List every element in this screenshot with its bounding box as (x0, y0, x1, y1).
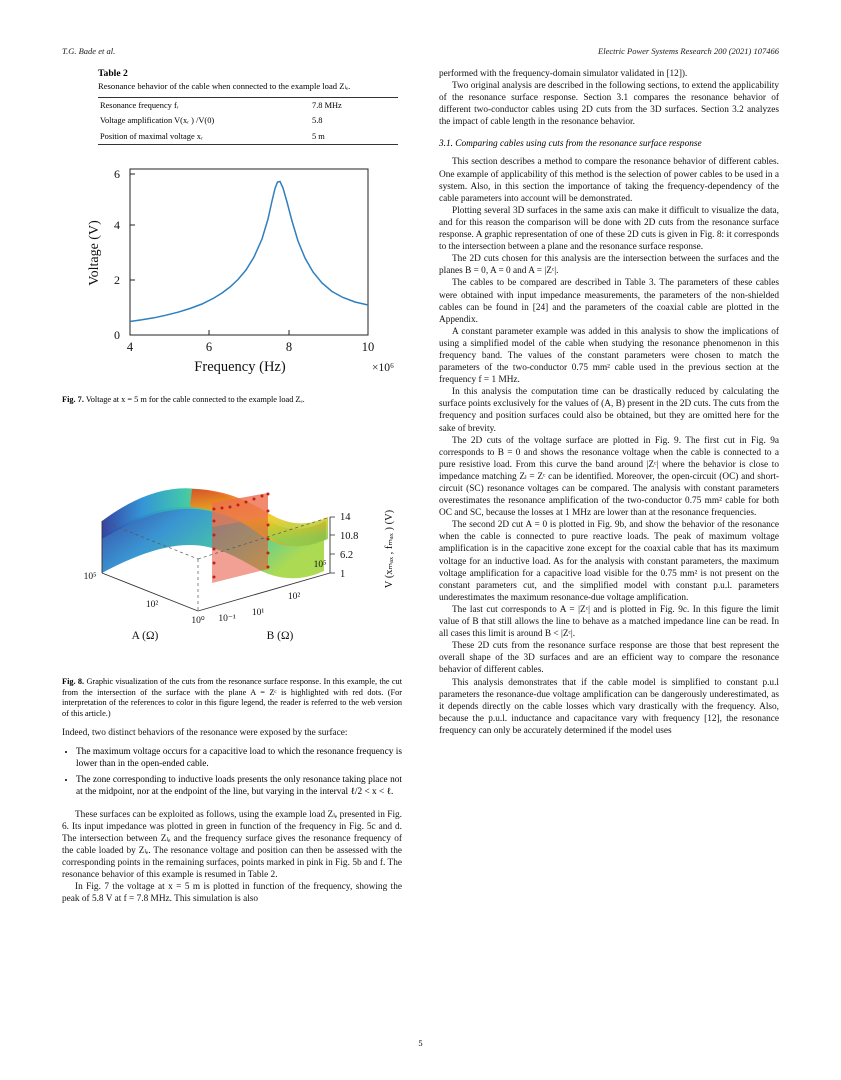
z-axis-label: V (xₘₐₓ , fₘₐₓ ) (V) (384, 510, 395, 589)
x-tick-4: 4 (126, 339, 134, 354)
right-paragraph-5: The 2D cuts chosen for this analysis are the intersection between the surfaces and the planes B = 0, A = 0 and A = |Zᶜ|. (439, 254, 779, 277)
left-paragraph-1: Indeed, two distinct behaviors of the resonance were exposed by the surface: (62, 728, 348, 739)
b-tick-1e2: 10² (287, 592, 301, 603)
table2-row1-value: 5.8 (312, 116, 323, 126)
two-column-body (62, 68, 779, 1028)
running-head-right: Electric Power Systems Research 200 (2021) 107466 (598, 46, 779, 56)
right-paragraph-6: The cables to be compared are described in Table 3. The parameters of these cables were obtained with input impedance measurements, the parameters of the non-shielded cables can be found in [24] and the parameters of the coaxial cable are plotted in the Appendix. (439, 278, 779, 325)
list-item: • The zone corresponding to inductive loads presents the only resonance taking place not at the midpoint, nor at the endpoint of the line, but varying in the interval ℓ/2 < x < ℓ. (76, 774, 402, 798)
table2-caption: Resonance behavior of the cable when connected to the example load Zₗₑ. (98, 81, 351, 91)
y-tick-2: 2 (114, 272, 120, 287)
figure-8-caption (62, 677, 402, 719)
a-axis-label: A (Ω) (131, 630, 159, 643)
right-paragraph-1: performed with the frequency-domain simulator validated in [12]). (439, 69, 688, 79)
figure-8-surface (62, 421, 402, 671)
table2 (98, 97, 398, 145)
right-paragraph-9: The 2D cuts of the voltage surface are plotted in Fig. 9. The first cut in Fig. 9a corresponds to B = 0 and shows the resonance voltage when the cable is connected to a pure resistive load. From this curve the band around |Zᶜ| where the behavior is close to impedance matching Zₗ = Zᶜ can be identified. Moreover, the open-circuit (OC) and short-circuit (SC) resonance voltages can be compared. The analysis with constant parameters overestimates the resonance amplification of the two-conductor 0.75 mm² cable for both OC and SC, because the losses at 1 MHz are lower than at the resonance frequencies. (439, 435, 779, 519)
running-head-left: T.G. Bade et al. (62, 46, 116, 56)
figure-7-caption (62, 395, 402, 406)
b-tick-1e5: 10⁵ (313, 560, 327, 571)
section-heading-3-1: 3.1. Comparing cables using cuts from the resonance surface response (439, 139, 702, 150)
figure-8-caption-text: Graphic visualization of the cuts from the resonance surface response. In this example, the cut from the intersection of the surface with the plane A = Zᶜ is highlighted with red dots. (For interpretation of the references to color in this figure legend, the reader is referred to the web version of this article.) (62, 677, 403, 718)
list-item: • The maximum voltage occurs for a capacitive load to which the resonance frequency is lower than in the open-ended cable. (76, 746, 402, 770)
figure-7-caption-text: Voltage at x = 5 m for the cable connected to the example load Zₑ. (85, 394, 305, 404)
a-tick-1e5: 10⁵ (83, 572, 97, 583)
a-tick-1e0: 10⁰ (191, 616, 205, 627)
left-paragraph-3: In Fig. 7 the voltage at x = 5 m is plotted in function of the frequency, showing the peak of 5.8 V at f = 7.8 MHz. This simulation is also (62, 882, 402, 905)
right-paragraph-13: This analysis demonstrates that if the cable model is simplified to constant p.u.l parameters the resonance-due voltage amplification can be dangerously underestimated, as it depends directly on the cable losses which vary drastically with the frequency. Also, because the p.u.l. inductance and capacitance vary with frequency [12], the resonance frequency can only be accurately determined if the model uses (439, 677, 779, 736)
a-tick-1e2: 10² (145, 600, 159, 611)
table2-row0-name: Resonance frequency fᵣ (98, 97, 310, 113)
y-axis-label: Voltage (V) (87, 219, 102, 286)
figure-8 (62, 421, 402, 671)
left-bullet-list (62, 746, 402, 797)
table2-row1-name: Voltage amplification V(xᵣ ) /V(0) (100, 116, 215, 126)
z-tick-14: 14 (340, 512, 351, 524)
table2-row0-value: 7.8 MHz (310, 97, 398, 113)
table-row (98, 113, 398, 128)
left-column (62, 68, 402, 905)
b-tick-1e1: 10¹ (251, 608, 265, 619)
figure-7-caption-label: Fig. 7. (62, 394, 84, 404)
x-axis-label: Frequency (Hz) (194, 358, 286, 375)
x-axis-exponent: ×10⁶ (372, 361, 394, 374)
figure-8-caption-label: Fig. 8. (62, 677, 85, 687)
y-tick-4: 4 (114, 217, 120, 232)
right-paragraph-10: The second 2D cut A = 0 is plotted in Fig. 9b, and show the behavior of the resonance when the cable is connected to pure reactive loads. The peak of maximum voltage amplification is in the capacitive zone except for the coaxial cable that has its maximum voltage for an inductive load. As for the analysis with constant parameters, the maximum voltage amplification for a capacitive load visible for the 0.75 mm² is not present on the constant parameters cut, and the simplified model with constant p.u.l. parameters underestimates the maximum resonance-due voltage amplification. (439, 520, 779, 603)
table2-label: Table 2 (98, 68, 128, 79)
right-paragraph-12: These 2D cuts from the resonance surface response are those that best represent the overall shape of the 3D surfaces and are an efficient way to compare the resonance behavior of different cables. (439, 641, 779, 676)
y-tick-6: 6 (114, 166, 120, 181)
b-axis-label: B (Ω) (266, 630, 294, 643)
b-tick-1e-1: 10⁻¹ (218, 614, 236, 625)
x-tick-6: 6 (205, 339, 213, 354)
table2-row2-name: Position of maximal voltage xᵣ (98, 128, 310, 144)
table-row (98, 128, 398, 144)
right-paragraph-11: The last cut corresponds to A = |Zᶜ| and is plotted in Fig. 9c. In this figure the limit value of B that still allows the line to behave as a matched impedance line can be read. In all cases this limit is around B < |Zᶜ|. (439, 604, 779, 640)
right-paragraph-3: This section describes a method to compare the resonance behavior of different cables. One example of applicability of this method is the selection of power cables to be used in a system. Also, in this section the importance of taking the frequency-dependency of the cable parameters into account will be demonstrated. (439, 157, 779, 204)
right-column (439, 68, 779, 737)
table-row (98, 97, 398, 113)
right-paragraph-7: A constant parameter example was added in this analysis to show the implications of using a simplified model of the cable when studying the resonance phenomenon in this frequency band. The values of the constant parameters were chosen to match the parameters of the two-conductor 0.75 mm² cable used in the previous section at the frequency f = 1 MHz. (439, 326, 779, 386)
left-paragraph-2: These surfaces can be exploited as follows, using the example load Zₗₑ presented in Fig. 6. Its input impedance was plotted in green in function of the frequency in Fig. 5c and d. The intersection between Zₗₑ and the frequency surface gives the resonance frequency of the cable loaded by Zₗₑ. The resonance voltage and position can then be assessed with the corresponding points in the remaining surfaces, points marked in pink in Fig. 5b and f. The resonance behavior of this example is resumed in Table 2. (62, 809, 402, 881)
figure-7-chart (72, 161, 402, 389)
table2-row2-value: 5 m (310, 128, 398, 144)
x-tick-8: 8 (285, 339, 293, 354)
z-tick-6-2: 6.2 (340, 550, 354, 562)
z-tick-10-8: 10.8 (340, 531, 359, 543)
right-paragraph-8: In this analysis the computation time can be drastically reduced by calculating the surface points exclusively for the values of (A, B) present in the 2D cuts. The cuts from the frequency and position surfaces could also be obtained, but they are omitted here for the sake of brevity. (439, 387, 779, 434)
figure-7 (72, 161, 402, 389)
page-number: 5 (418, 1039, 423, 1048)
right-paragraph-4: Plotting several 3D surfaces in the same axis can make it difficult to visualize the data, and for this reason the comparison will be done with 2D cuts from the resonance surface response. A graphic representation of one of these 2D cuts is given in Fig. 8: it corresponds to the intersection between a plane and the resonance surface response. (439, 205, 779, 253)
y-tick-0: 0 (114, 327, 120, 342)
right-paragraph-2: Two original analysis are described in the following sections, to extend the applicability of the resonance surface response. Section 3.1 compares the resonance behavior of different two-conductor cables using 2D cuts from the 3D surfaces. Section 3.2 analyzes the impact of cable length in the resonance behavior. (439, 81, 779, 128)
z-tick-1: 1 (340, 569, 346, 581)
x-tick-10: 10 (361, 339, 375, 354)
table2-block (98, 68, 398, 145)
